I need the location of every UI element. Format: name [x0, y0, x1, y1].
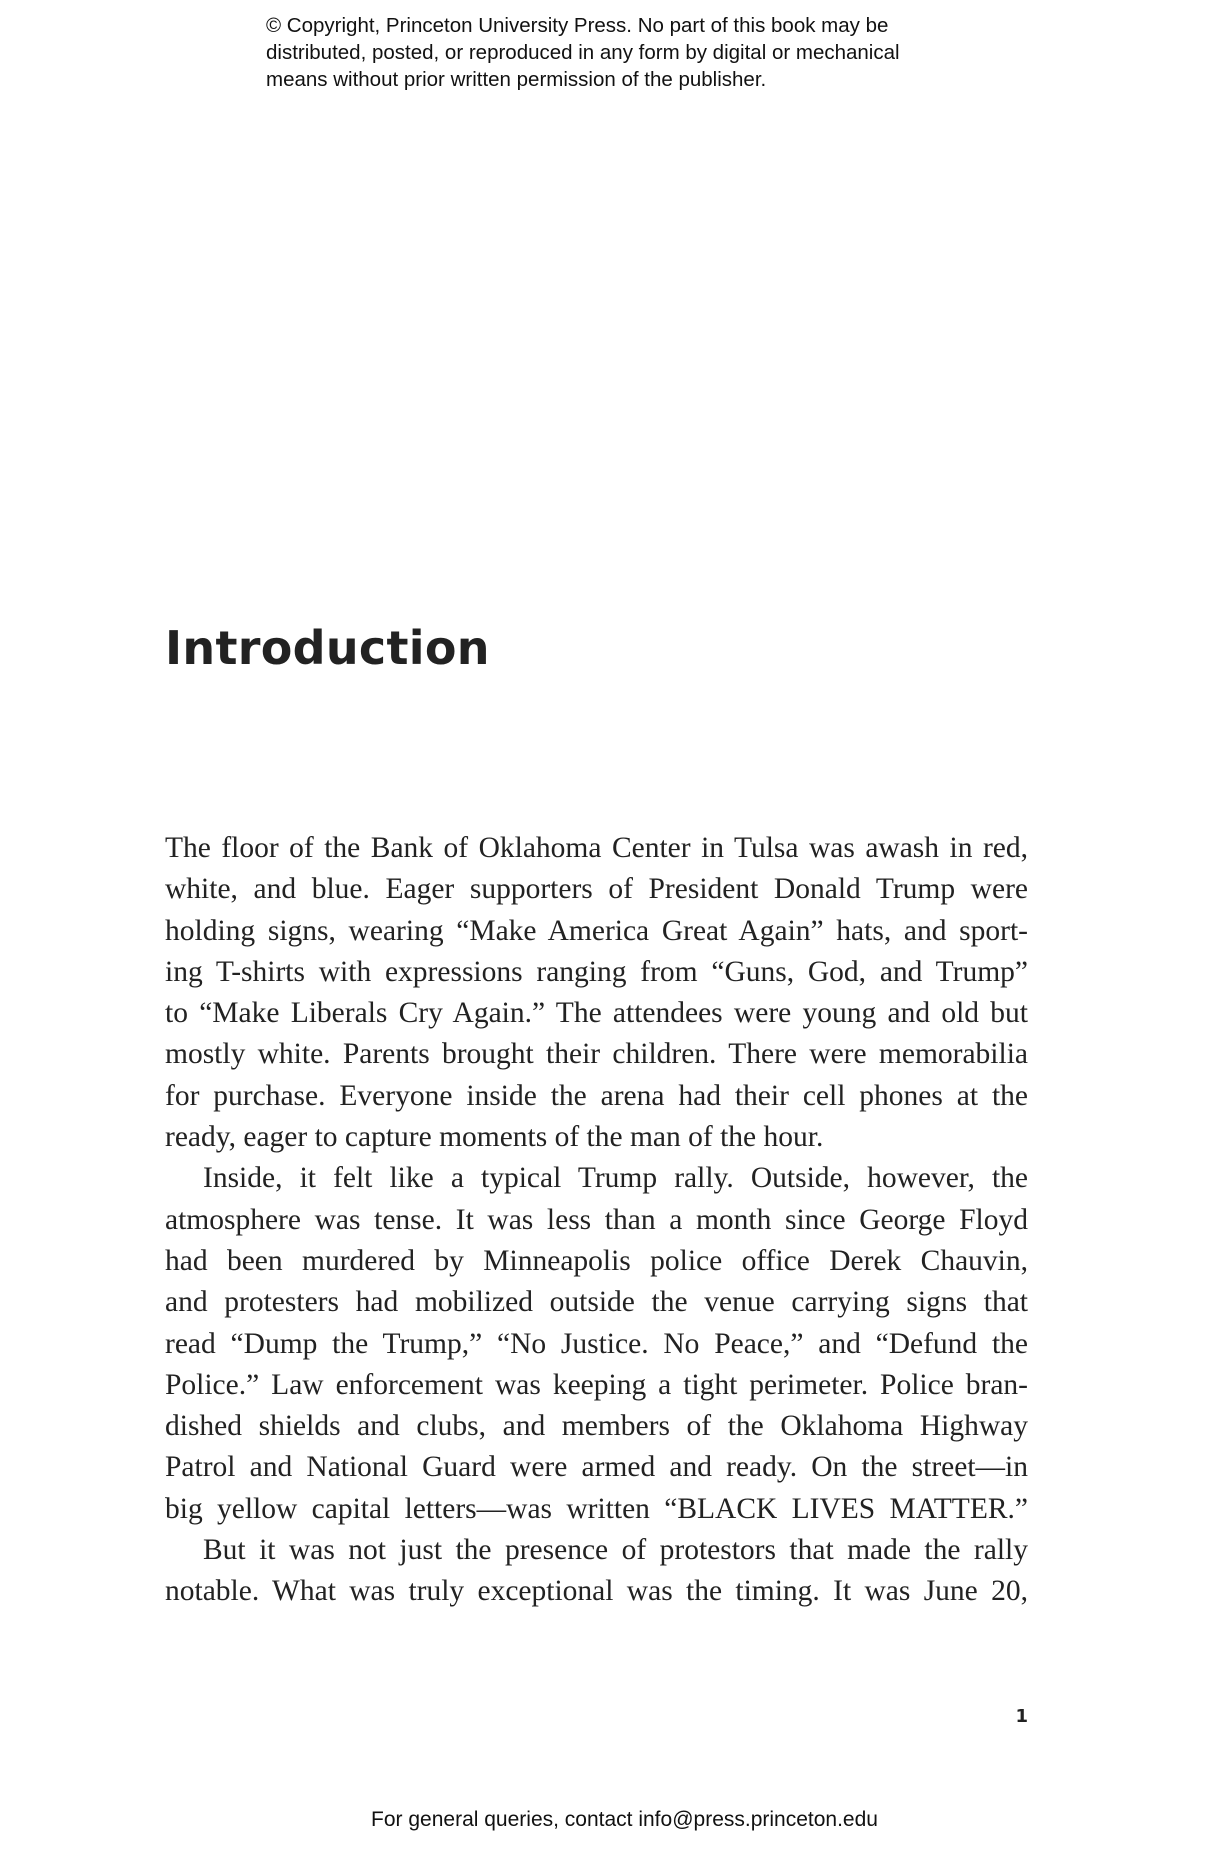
text-line: big yellow capital letters—was written “BLACK LIVES MATTER.” [165, 1492, 1028, 1525]
text-line: Patrol and National Guard were armed and ready. On the street—in [165, 1451, 1028, 1484]
body-text [165, 828, 1028, 1613]
text-line: holding signs, wearing “Make America Great Again” hats, and sport- [165, 914, 1028, 947]
text-line: notable. What was truly exceptional was the timing. It was June 20, [165, 1575, 1028, 1608]
chapter-title: Introduction [165, 621, 490, 675]
copyright-line: distributed, posted, or reproduced in any form by digital or mechanical [266, 41, 900, 64]
text-line: white, and blue. Eager supporters of President Donald Trump were [165, 873, 1028, 906]
text-line: But it was not just the presence of protestors that made the rally [203, 1534, 1028, 1567]
text-line: Police.” Law enforcement was keeping a tight perimeter. Police bran- [165, 1368, 1028, 1401]
text-line: Inside, it felt like a typical Trump rally. Outside, however, the [203, 1162, 1028, 1195]
text-line: dished shields and clubs, and members of the Oklahoma Highway [165, 1410, 1028, 1443]
footer-contact: For general queries, contact info@press.princeton.edu [371, 1808, 878, 1831]
copyright-line: means without prior written permission of the publisher. [266, 68, 767, 91]
text-line: and protesters had mobilized outside the venue carrying signs that [165, 1286, 1028, 1319]
text-line: The floor of the Bank of Oklahoma Center in Tulsa was awash in red, [165, 832, 1028, 864]
text-line: read “Dump the Trump,” “No Justice. No Peace,” and “Defund the [165, 1327, 1028, 1360]
text-line: ing T-shirts with expressions ranging from “Guns, God, and Trump” [165, 955, 1028, 988]
footer [0, 1808, 1225, 1832]
text-line: mostly white. Parents brought their children. There were memorabilia [165, 1038, 1028, 1071]
text-line: atmosphere was tense. It was less than a month since George Floyd [165, 1203, 1028, 1236]
text-line: ready, eager to capture moments of the man of the hour. [165, 1121, 824, 1154]
copyright-notice [266, 12, 1006, 93]
page-number: 1 [1015, 1706, 1028, 1727]
text-line: for purchase. Everyone inside the arena had their cell phones at the [165, 1079, 1028, 1112]
text-line: had been murdered by Minneapolis police office Derek Chauvin, [165, 1244, 1028, 1277]
text-line: to “Make Liberals Cry Again.” The attendees were young and old but [165, 997, 1028, 1030]
copyright-line: © Copyright, Princeton University Press. No part of this book may be [266, 14, 889, 37]
